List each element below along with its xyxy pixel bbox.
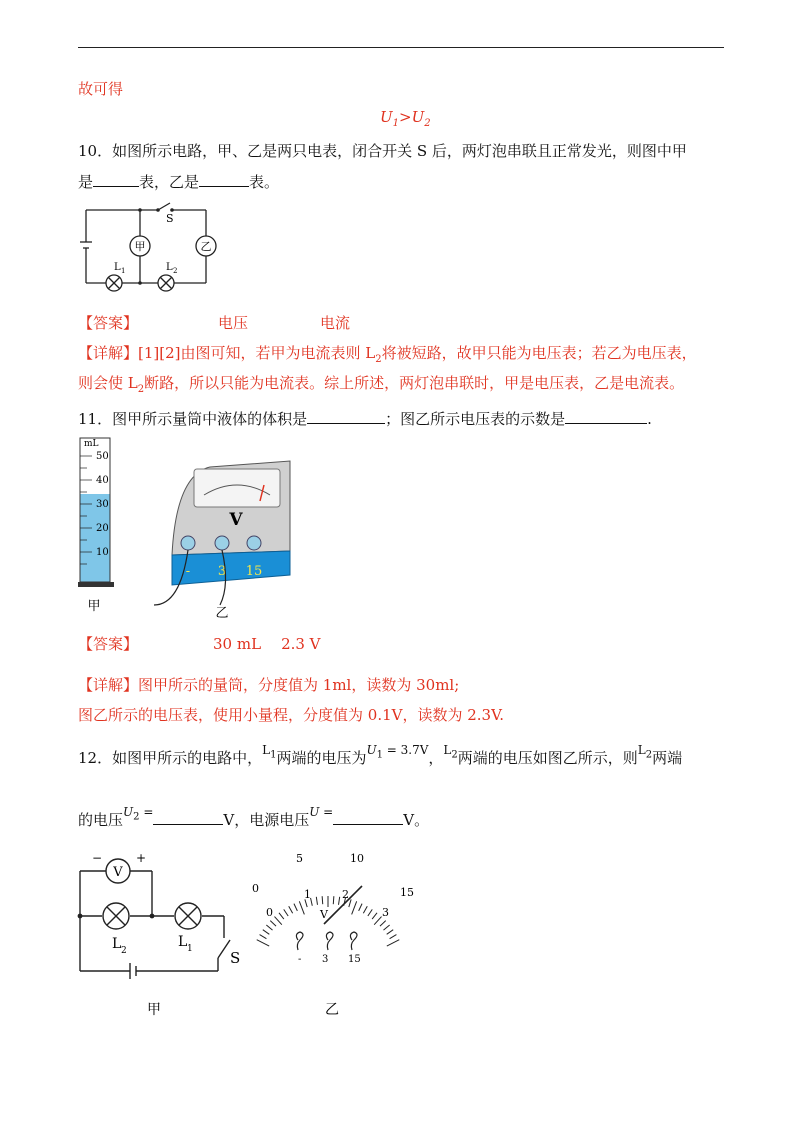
svg-text:乙: 乙 [200, 240, 212, 253]
svg-text:V: V [229, 510, 243, 530]
svg-text:甲: 甲 [147, 1002, 161, 1018]
svg-text:20: 20 [96, 523, 109, 534]
dial-tick [349, 899, 351, 907]
dial-tick [374, 917, 381, 925]
svg-text:50: 50 [96, 451, 109, 462]
q11-detail-line1: 【详解】图甲所示的量筒，分度值为 1ml，读数为 30ml; [78, 676, 460, 694]
intro-text: 故可得 [78, 80, 124, 98]
relation-formula: $U_1>U_2$ [380, 108, 431, 129]
svg-text:-: - [298, 954, 302, 965]
svg-text:15: 15 [348, 954, 361, 965]
svg-text:2: 2 [121, 946, 127, 956]
svg-text:-: - [185, 564, 191, 579]
dial-tick [284, 909, 288, 916]
dial-tick [387, 940, 399, 946]
svg-text:L: L [166, 262, 173, 273]
svg-text:0: 0 [266, 906, 273, 919]
q12-circuit-figure [78, 846, 258, 1021]
dial-tick [339, 897, 340, 905]
svg-text:S: S [166, 212, 174, 225]
header-rule [78, 47, 724, 48]
dial-tick [257, 940, 269, 946]
dial-tick [266, 925, 272, 930]
q12-stem-line2: 的电压$^{U_2 =}$ V，电源电压$^{U =}$ V。 [78, 805, 430, 829]
dial-tick [299, 901, 304, 914]
svg-text:10: 10 [350, 852, 364, 865]
svg-text:5: 5 [296, 852, 303, 865]
svg-text:V: V [113, 865, 123, 880]
q10-stem-line1: 10．如图所示电路，甲、乙是两只电表，闭合开关 S 后，两灯泡串联且正常发光，则图中甲 [78, 142, 687, 160]
svg-text:1: 1 [187, 944, 193, 954]
svg-text:0: 0 [252, 882, 259, 895]
svg-text:L: L [112, 936, 122, 952]
svg-text:+: + [136, 851, 147, 865]
q12-stem-line1: 12．如图甲所示的电路中，$^{L_1}$两端的电压为$^{U_1 = 3.7V}$，$^{L_2}$两端的电压如图乙所示，则$^{L_2}$两端 [78, 743, 683, 767]
dial-tick [274, 917, 281, 925]
dial-tick [289, 906, 293, 913]
svg-text:3: 3 [322, 954, 329, 965]
q11-voltmeter [150, 455, 300, 620]
svg-text:10: 10 [96, 547, 109, 558]
q10-circuit-figure [78, 200, 218, 300]
dial-tick [263, 930, 270, 935]
svg-text:乙: 乙 [325, 1002, 339, 1018]
dial-tick [363, 906, 367, 913]
svg-text:15: 15 [400, 886, 414, 899]
svg-text:V: V [320, 908, 328, 921]
svg-text:1: 1 [304, 888, 311, 901]
svg-text:1: 1 [121, 267, 126, 275]
svg-text:3: 3 [217, 564, 227, 579]
svg-text:2: 2 [342, 888, 349, 901]
dial-tick [294, 904, 297, 911]
dial-tick [333, 896, 334, 904]
svg-text:L: L [178, 934, 188, 950]
svg-text:L: L [114, 262, 121, 273]
q12-meter-dial [240, 846, 420, 1021]
q10-detail-line1: 【详解】[1][2]由图可知，若甲为电流表则 $L_2$将被短路，故甲只能为电压表；若乙为电压表， [78, 344, 697, 365]
q11-stem: 11．图甲所示量筒中液体的体积是 ；图乙所示电压表的示数是 . [78, 410, 652, 428]
dial-tick [270, 921, 276, 927]
svg-text:乙: 乙 [215, 606, 229, 621]
dial-tick [390, 935, 397, 939]
q10-answer: 【答案】 电压 电流 [78, 314, 351, 332]
dial-tick [387, 930, 394, 935]
dial-tick [380, 921, 386, 927]
dial-tick [372, 913, 377, 919]
svg-text:3: 3 [382, 906, 389, 919]
dial-tick [352, 901, 357, 914]
svg-text:S: S [230, 949, 241, 967]
dial-tick [368, 909, 372, 916]
svg-text:30: 30 [96, 499, 109, 510]
svg-text:甲: 甲 [134, 240, 146, 253]
svg-text:15: 15 [245, 564, 263, 579]
svg-text:甲: 甲 [87, 599, 101, 614]
svg-text:2: 2 [173, 267, 178, 275]
q11-graduated-cylinder [70, 432, 130, 614]
dial-tick [322, 896, 323, 904]
dial-tick [316, 897, 317, 905]
dial-tick [359, 904, 362, 911]
svg-text:mL: mL [84, 439, 99, 449]
svg-text:40: 40 [96, 475, 109, 486]
q10-stem-line2: 是 表，乙是 表。 [78, 173, 280, 191]
q11-detail-line2: 图乙所示的电压表，使用小量程，分度值为 0.1V，读数为 2.3V. [78, 706, 505, 724]
q10-detail-line2: 则会使 $L_2$断路，所以只能为电流表。综上所述，两灯泡串联时，甲是电压表，乙是电流表。 [78, 374, 685, 395]
dial-tick [279, 913, 284, 919]
dial-tick [383, 925, 389, 930]
svg-text:−: − [92, 851, 103, 865]
dial-tick [260, 935, 267, 939]
q11-answer: 【答案】 30 mL 2.3 V [78, 635, 321, 653]
